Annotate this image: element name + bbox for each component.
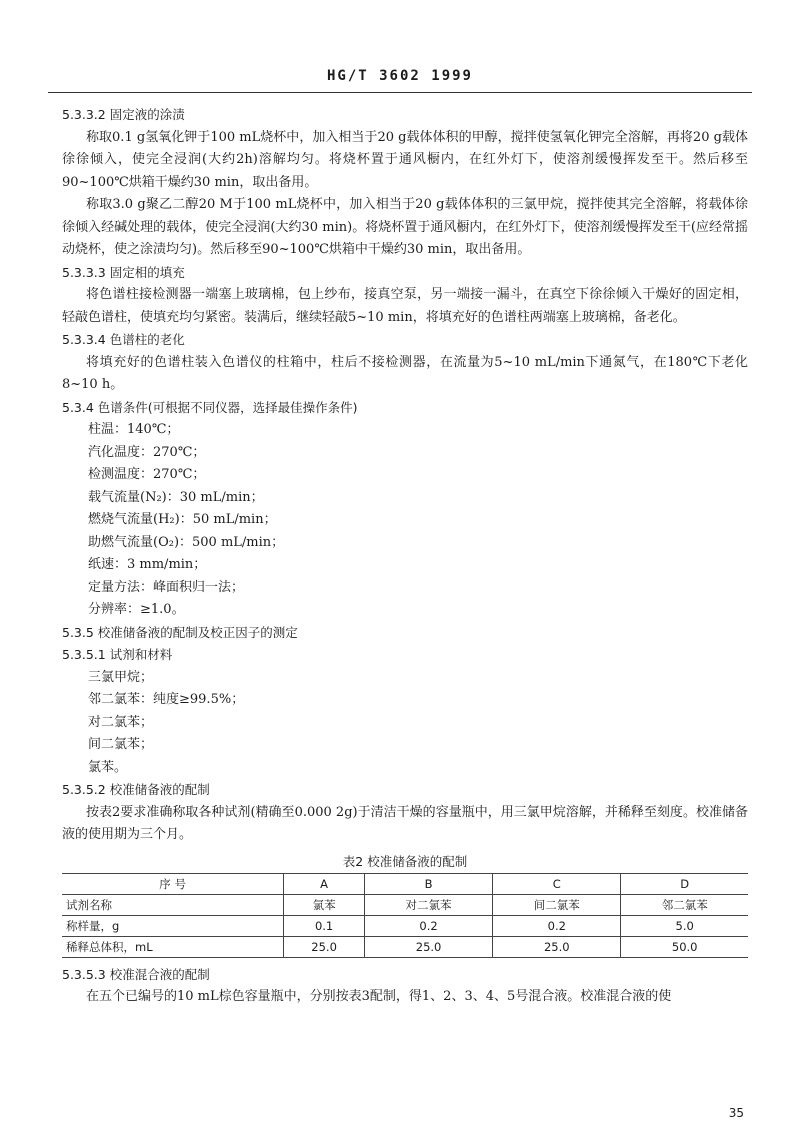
table-row	[62, 915, 748, 936]
list-item: 汽化温度：270℃；	[88, 444, 206, 460]
section-blocks-after-table	[62, 964, 748, 1009]
table-header-cell: 序 号	[62, 873, 284, 894]
list-item: 柱温：140℃；	[88, 422, 180, 437]
list-item: 邻二氯苯：纯度≥99.5%；	[88, 692, 245, 707]
section-heading: 5.3.5.3 校准混合液的配制	[62, 966, 210, 982]
section-heading: 5.3.5.1 试剂和材料	[62, 647, 173, 662]
document-body	[62, 104, 748, 1009]
paragraph: 将填充好的色谱柱装入色谱仪的柱箱中，柱后不接检测器，在流量为5~10 mL/min下通氮气，在180℃下老化8~10 h。	[62, 354, 748, 392]
table-cell: 25.0	[493, 936, 621, 957]
paragraph: 在五个已编号的10 mL棕色容量瓶中，分别按表3配制，得1、2、3、4、5号混合液。校准混合液的使	[86, 989, 672, 1004]
calibration-stock-table	[62, 873, 748, 958]
list-item: 间二氯苯；	[88, 737, 154, 752]
table-cell: 0.1	[284, 915, 365, 936]
list-item: 纸速：3 mm/min；	[88, 557, 207, 572]
table-cell: 25.0	[284, 936, 365, 957]
table-header-cell: D	[621, 873, 748, 894]
paragraph: 将色谱柱接检测器一端塞上玻璃棉，包上纱布，接真空泵，另一端接一漏斗，在真空下徐徐倾入干燥好的固定相，轻敲色谱柱，使填充均匀紧密。装满后，继续轻敲5~10 min，将填充好的色谱柱两端塞上玻璃棉，备老化。	[62, 287, 748, 325]
section-heading: 5.3.5 校准储备液的配制及校正因子的测定	[62, 624, 298, 640]
table-cell: 5.0	[621, 915, 748, 936]
table-cell: 对二氯苯	[364, 894, 492, 915]
page-header	[48, 66, 752, 93]
table-cell: 25.0	[364, 936, 492, 957]
list-item: 定量方法：峰面积归一法；	[88, 579, 245, 595]
table-cell: 50.0	[621, 936, 748, 957]
section-heading: 5.3.5.2 校准储备液的配制	[62, 782, 210, 797]
list-item: 氯苯。	[88, 759, 128, 775]
table-cell: 氯苯	[284, 894, 365, 915]
table-cell: 稀释总体积，mL	[62, 936, 284, 957]
table-cell: 邻二氯苯	[621, 894, 748, 915]
table-cell: 间二氯苯	[493, 894, 621, 915]
table-row	[62, 936, 748, 957]
section-heading: 5.3.4 色谱条件(可根据不同仪器，选择最佳操作条件)	[62, 399, 358, 415]
table-header-row	[62, 873, 748, 894]
page-number: 35	[728, 1106, 744, 1120]
table-header-cell: C	[493, 873, 621, 894]
table-caption: 表2 校准储备液的配制	[342, 853, 468, 869]
list-item: 检测温度：270℃；	[88, 467, 206, 482]
section-heading: 5.3.3.4 色谱柱的老化	[62, 332, 185, 347]
table-cell: 0.2	[364, 915, 492, 936]
table-cell: 0.2	[493, 915, 621, 936]
table-cell: 称样量，g	[62, 915, 284, 936]
table-row	[62, 894, 748, 915]
section-heading: 5.3.3.2 固定液的涂渍	[62, 107, 185, 122]
paragraph: 按表2要求准确称取各种试剂(精确至0.000 2g)于清洁干燥的容量瓶中，用三氯甲烷溶解，并稀释至刻度。校准储备液的使用期为三个月。	[62, 804, 748, 842]
paragraph: 称取3.0 g聚乙二醇20 M于100 mL烧杯中，加入相当于20 g载体体积的三氯甲烷，搅拌使其完全溶解，将载体徐徐倾入经碱处理的载体，使完全浸润(大约30 min)。将烧杯置于通风橱内，在红外灯下，使溶剂缓慢挥发至干(应经常摇动烧杯，使之涂渍均匀)。然后移至90~100℃烘箱中干燥约30 min，取出备用。	[62, 197, 748, 257]
list-item: 燃烧气流量(H₂)：50 mL/min；	[88, 512, 277, 527]
standard-number: HG/T 3602 1999	[326, 68, 473, 84]
list-item: 载气流量(N₂)：30 mL/min；	[88, 489, 264, 505]
section-blocks	[62, 104, 748, 847]
list-item: 助燃气流量(O₂)：500 mL/min；	[88, 534, 285, 550]
table-header-cell: A	[284, 873, 365, 894]
list-item: 分辨率：≥1.0。	[88, 602, 185, 617]
paragraph: 称取0.1 g氢氧化钾于100 mL烧杯中，加入相当于20 g载体体积的甲醇，搅拌使氢氧化钾完全溶解，再将20 g载体徐徐倾入，使完全浸润(大约2h)溶解均匀。将烧杯置于通风橱内，在红外灯下，使溶剂缓慢挥发至干。然后移至90~100℃烘箱干燥约30 min，取出备用。	[62, 129, 748, 190]
section-heading: 5.3.3.3 固定相的填充	[62, 264, 185, 280]
table-header-cell: B	[364, 873, 492, 894]
list-item: 对二氯苯；	[88, 714, 154, 730]
table-cell: 试剂名称	[62, 894, 284, 915]
list-item: 三氯甲烷；	[88, 669, 154, 685]
